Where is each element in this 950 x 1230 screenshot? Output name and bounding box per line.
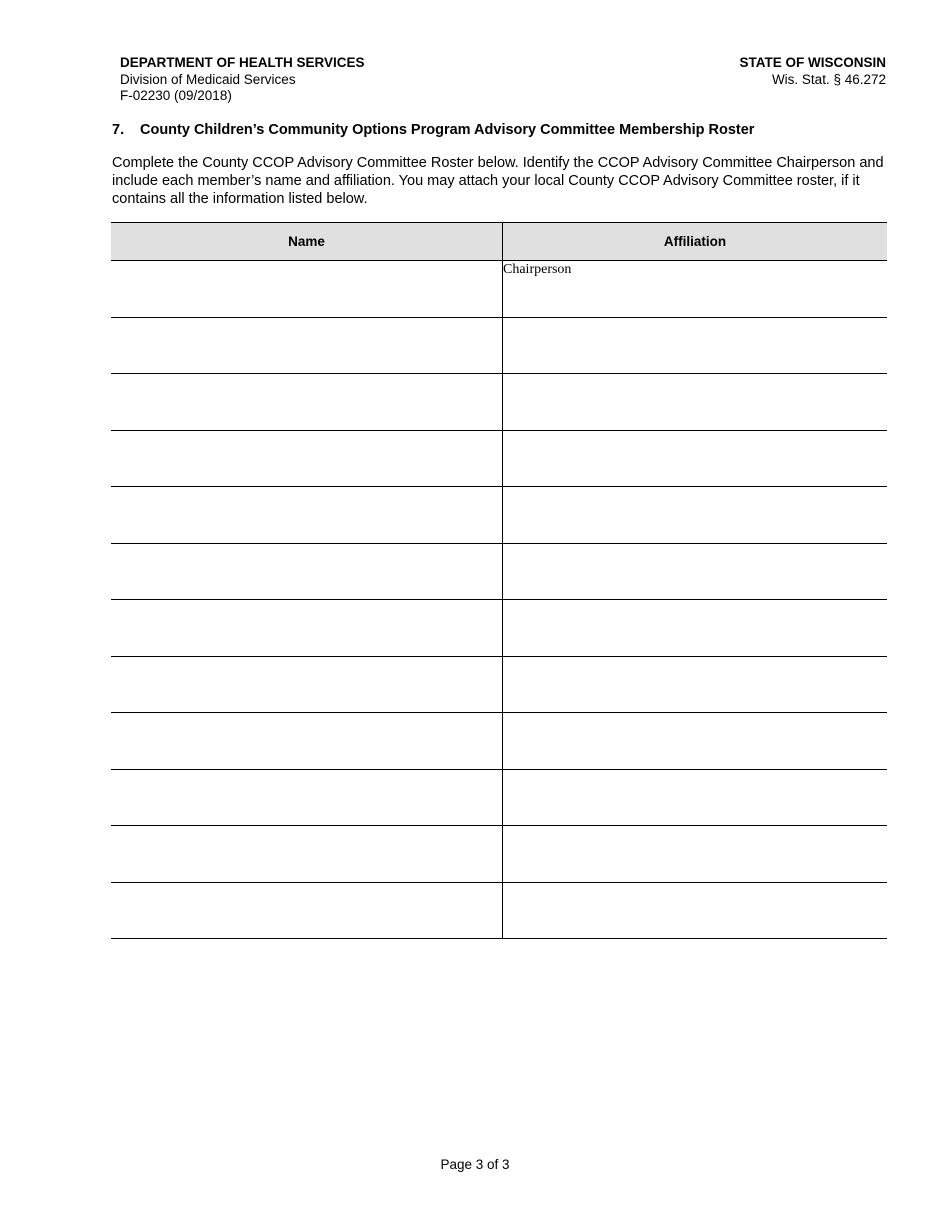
- affiliation-value: [503, 318, 887, 319]
- affiliation-field[interactable]: [503, 543, 888, 600]
- affiliation-field[interactable]: [503, 374, 888, 431]
- name-value: [111, 487, 502, 488]
- affiliation-field[interactable]: [503, 656, 888, 713]
- affiliation-field[interactable]: [503, 430, 888, 487]
- affiliation-value: [503, 431, 887, 432]
- affiliation-field[interactable]: [503, 713, 888, 770]
- affiliation-value: [503, 713, 887, 714]
- table-row: [111, 261, 887, 318]
- affiliation-field[interactable]: [503, 882, 888, 939]
- affiliation-value: [503, 770, 887, 771]
- name-field[interactable]: [111, 261, 503, 318]
- table-row: [111, 600, 887, 657]
- affiliation-field[interactable]: [503, 769, 888, 826]
- name-field[interactable]: [111, 713, 503, 770]
- table-row: [111, 882, 887, 939]
- affiliation-value: [503, 883, 887, 884]
- affiliation-column-header: Affiliation: [503, 223, 888, 261]
- table-row: [111, 543, 887, 600]
- table-row: [111, 713, 887, 770]
- name-column-header: Name: [111, 223, 503, 261]
- affiliation-value: Chairperson: [503, 262, 572, 277]
- name-field[interactable]: [111, 826, 503, 883]
- name-value: [111, 713, 502, 714]
- name-field[interactable]: [111, 374, 503, 431]
- department-name: DEPARTMENT OF HEALTH SERVICES: [120, 55, 365, 70]
- table-row: [111, 374, 887, 431]
- name-field[interactable]: [111, 600, 503, 657]
- name-field[interactable]: [111, 769, 503, 826]
- affiliation-value: [503, 544, 887, 545]
- table-row: [111, 487, 887, 544]
- affiliation-field[interactable]: [503, 317, 888, 374]
- section-number: 7.: [112, 122, 125, 138]
- state-name: STATE OF WISCONSIN: [739, 55, 886, 70]
- affiliation-field[interactable]: [503, 261, 888, 318]
- instructions-text: Complete the County CCOP Advisory Committee Roster below. Identify the CCOP Advisory Committee Chairperson and include each member’s name and affiliation. You may attach your local County CCOP Advisory Committee roster, if it contains all the information listed below.: [112, 155, 884, 207]
- name-field[interactable]: [111, 487, 503, 544]
- name-value: [111, 374, 502, 375]
- affiliation-value: [503, 826, 887, 827]
- name-value: [111, 431, 502, 432]
- affiliation-value: [503, 657, 887, 658]
- roster-table: [111, 222, 887, 939]
- affiliation-field[interactable]: [503, 826, 888, 883]
- statute-reference: Wis. Stat. § 46.272: [771, 71, 886, 87]
- header-right: [740, 55, 887, 88]
- header-left: [120, 55, 365, 105]
- name-field[interactable]: [111, 656, 503, 713]
- name-value: [111, 544, 502, 545]
- name-value: [111, 657, 502, 658]
- name-value: [111, 770, 502, 771]
- section-heading: [112, 122, 754, 138]
- name-value: [111, 826, 502, 827]
- affiliation-value: [503, 374, 887, 375]
- form-number: F-02230 (09/2018): [120, 88, 232, 103]
- table-row: [111, 656, 887, 713]
- page-number: Page 3 of 3: [440, 1157, 510, 1172]
- division-name: Division of Medicaid Services: [120, 71, 296, 87]
- table-row: [111, 430, 887, 487]
- table-row: [111, 826, 887, 883]
- name-value: [111, 600, 502, 601]
- name-field[interactable]: [111, 430, 503, 487]
- name-field[interactable]: [111, 543, 503, 600]
- section-title: County Children’s Community Options Program Advisory Committee Membership Roster: [140, 122, 755, 138]
- name-field[interactable]: [111, 882, 503, 939]
- name-value: [111, 883, 502, 884]
- table-row: [111, 769, 887, 826]
- name-value: [111, 261, 502, 262]
- affiliation-field[interactable]: [503, 487, 888, 544]
- affiliation-value: [503, 487, 887, 488]
- affiliation-value: [503, 600, 887, 601]
- roster-header-row: [111, 223, 887, 261]
- table-row: [111, 317, 887, 374]
- affiliation-field[interactable]: [503, 600, 888, 657]
- name-field[interactable]: [111, 317, 503, 374]
- name-value: [111, 318, 502, 319]
